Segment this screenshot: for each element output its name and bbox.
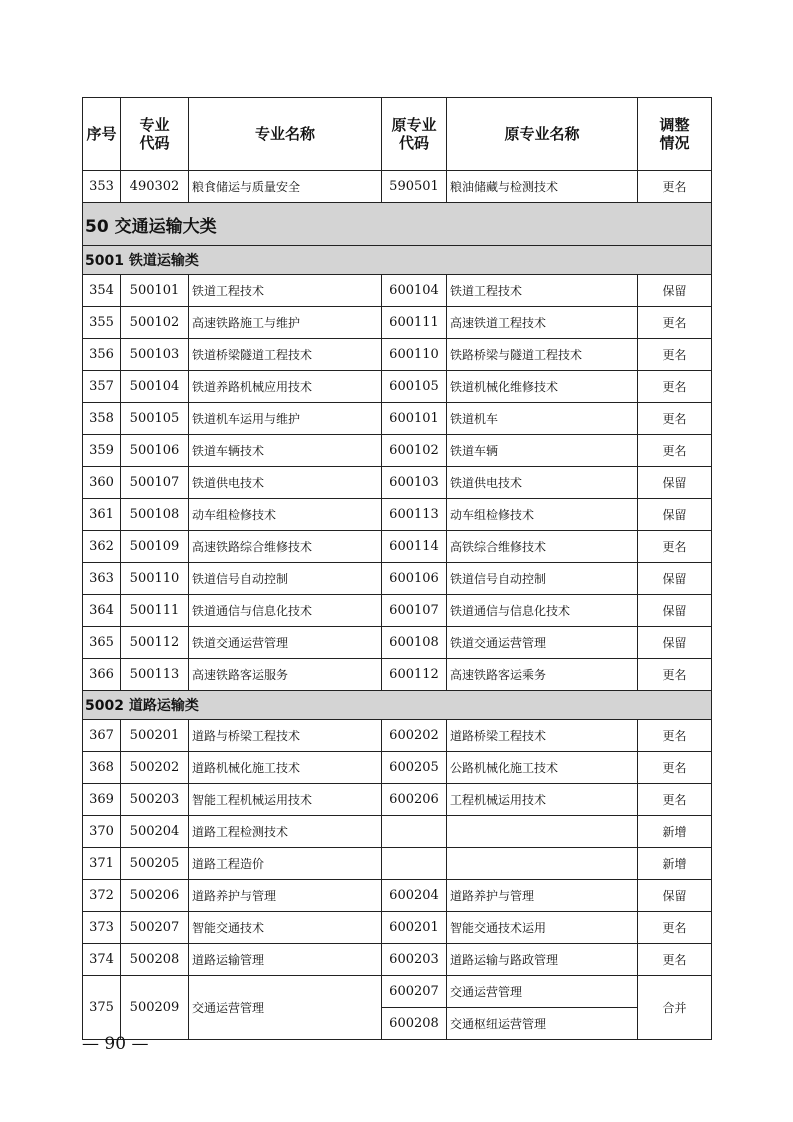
table-row <box>83 659 712 691</box>
table-row <box>83 595 712 627</box>
cell-name: 道路工程造价 <box>189 848 382 880</box>
cell-status: 更名 <box>638 912 712 944</box>
cell-orig-code: 600107 <box>382 595 447 627</box>
table-row <box>83 752 712 784</box>
cell-status: 保留 <box>638 467 712 499</box>
cell-orig-name: 铁道车辆 <box>447 435 638 467</box>
table-row <box>83 784 712 816</box>
cell-orig-name: 铁道供电技术 <box>447 467 638 499</box>
cell-name: 铁道交通运营管理 <box>189 627 382 659</box>
cell-name: 动车组检修技术 <box>189 499 382 531</box>
cell-orig-name: 道路桥梁工程技术 <box>447 720 638 752</box>
cell-orig-name: 粮油储藏与检测技术 <box>447 171 638 203</box>
cell-orig-name: 公路机械化施工技术 <box>447 752 638 784</box>
cell-seq: 353 <box>83 171 121 203</box>
cell-name: 铁道机车运用与维护 <box>189 403 382 435</box>
cell-code: 500107 <box>121 467 189 499</box>
cell-name: 铁道通信与信息化技术 <box>189 595 382 627</box>
cell-name: 道路与桥梁工程技术 <box>189 720 382 752</box>
cell-orig-name: 铁道机车 <box>447 403 638 435</box>
subcategory-row <box>83 246 712 275</box>
cell-orig-name <box>447 816 638 848</box>
table-row <box>83 627 712 659</box>
cell-code: 500204 <box>121 816 189 848</box>
header-code-line1: 专业 <box>139 116 170 134</box>
cell-seq: 356 <box>83 339 121 371</box>
cell-orig-code <box>382 816 447 848</box>
cell-name: 铁道供电技术 <box>189 467 382 499</box>
table-body <box>83 171 712 1040</box>
cell-orig-code: 600203 <box>382 944 447 976</box>
cell-seq: 368 <box>83 752 121 784</box>
cell-seq: 370 <box>83 816 121 848</box>
cell-status: 保留 <box>638 563 712 595</box>
table-row <box>83 467 712 499</box>
cell-code: 500206 <box>121 880 189 912</box>
cell-status: 更名 <box>638 339 712 371</box>
cell-orig-name: 铁道信号自动控制 <box>447 563 638 595</box>
header-orig-name: 原专业名称 <box>447 98 638 171</box>
cell-orig-code: 600201 <box>382 912 447 944</box>
cell-code: 500109 <box>121 531 189 563</box>
header-status <box>638 98 712 171</box>
cell-code: 500106 <box>121 435 189 467</box>
cell-orig-name: 道路运输与路政管理 <box>447 944 638 976</box>
header-name: 专业名称 <box>189 98 382 171</box>
cell-orig-code: 600113 <box>382 499 447 531</box>
table-row <box>83 912 712 944</box>
table-row <box>83 275 712 307</box>
cell-orig-code: 600103 <box>382 467 447 499</box>
table-row <box>83 848 712 880</box>
cell-seq: 360 <box>83 467 121 499</box>
cell-orig-code: 600105 <box>382 371 447 403</box>
cell-code: 500203 <box>121 784 189 816</box>
category-label: 50 交通运输大类 <box>83 203 712 246</box>
cell-code: 500205 <box>121 848 189 880</box>
cell-orig-code: 600112 <box>382 659 447 691</box>
cell-orig-name: 高速铁路客运乘务 <box>447 659 638 691</box>
cell-status: 保留 <box>638 880 712 912</box>
table-row <box>83 944 712 976</box>
cell-name: 交通运营管理 <box>189 976 382 1040</box>
cell-orig-code: 600202 <box>382 720 447 752</box>
cell-seq: 374 <box>83 944 121 976</box>
cell-code: 500103 <box>121 339 189 371</box>
cell-code: 500208 <box>121 944 189 976</box>
cell-orig-code: 600108 <box>382 627 447 659</box>
cell-name: 铁道车辆技术 <box>189 435 382 467</box>
cell-seq: 364 <box>83 595 121 627</box>
cell-code: 500202 <box>121 752 189 784</box>
cell-name: 高速铁路综合维修技术 <box>189 531 382 563</box>
cell-code: 500207 <box>121 912 189 944</box>
cell-name: 道路机械化施工技术 <box>189 752 382 784</box>
cell-seq: 372 <box>83 880 121 912</box>
table-row <box>83 403 712 435</box>
major-adjustment-table <box>82 97 712 1040</box>
cell-orig-code: 600205 <box>382 752 447 784</box>
table-row <box>83 307 712 339</box>
table-row <box>83 976 712 1008</box>
subcategory-label: 5001 铁道运输类 <box>83 246 712 275</box>
cell-orig-name: 交通运营管理 <box>447 976 638 1008</box>
subcategory-label: 5002 道路运输类 <box>83 691 712 720</box>
cell-orig-name: 动车组检修技术 <box>447 499 638 531</box>
cell-name: 道路工程检测技术 <box>189 816 382 848</box>
header-orig-code <box>382 98 447 171</box>
cell-status: 新增 <box>638 848 712 880</box>
page-number: — 90 — <box>82 1034 149 1054</box>
cell-orig-code: 600207 <box>382 976 447 1008</box>
cell-status: 更名 <box>638 752 712 784</box>
cell-orig-name: 铁道工程技术 <box>447 275 638 307</box>
header-code-line2: 代码 <box>139 134 170 152</box>
cell-status: 保留 <box>638 275 712 307</box>
cell-seq: 373 <box>83 912 121 944</box>
cell-name: 铁道养路机械应用技术 <box>189 371 382 403</box>
category-row <box>83 203 712 246</box>
header-orig-code-line2: 代码 <box>398 134 429 152</box>
cell-name: 铁道工程技术 <box>189 275 382 307</box>
cell-status: 更名 <box>638 307 712 339</box>
cell-orig-name: 道路养护与管理 <box>447 880 638 912</box>
cell-name: 高速铁路客运服务 <box>189 659 382 691</box>
table-row <box>83 816 712 848</box>
cell-seq: 358 <box>83 403 121 435</box>
cell-code: 500111 <box>121 595 189 627</box>
cell-orig-name: 铁道交通运营管理 <box>447 627 638 659</box>
cell-orig-code: 600101 <box>382 403 447 435</box>
cell-orig-code: 600206 <box>382 784 447 816</box>
cell-orig-code: 600104 <box>382 275 447 307</box>
cell-code: 500105 <box>121 403 189 435</box>
table-row <box>83 880 712 912</box>
table-row <box>83 435 712 467</box>
cell-status: 更名 <box>638 784 712 816</box>
cell-orig-name: 工程机械运用技术 <box>447 784 638 816</box>
cell-seq: 357 <box>83 371 121 403</box>
cell-status: 新增 <box>638 816 712 848</box>
header-status-line1: 调整 <box>659 116 690 134</box>
cell-seq: 365 <box>83 627 121 659</box>
cell-orig-name: 高速铁道工程技术 <box>447 307 638 339</box>
header-seq: 序号 <box>83 98 121 171</box>
header-orig-code-line1: 原专业 <box>391 116 437 134</box>
cell-name: 铁道桥梁隧道工程技术 <box>189 339 382 371</box>
cell-code: 500101 <box>121 275 189 307</box>
cell-status: 更名 <box>638 720 712 752</box>
cell-code: 500102 <box>121 307 189 339</box>
cell-seq: 359 <box>83 435 121 467</box>
header-status-line2: 情况 <box>659 134 690 152</box>
table-row <box>83 531 712 563</box>
cell-orig-name: 铁路桥梁与隧道工程技术 <box>447 339 638 371</box>
cell-orig-code: 590501 <box>382 171 447 203</box>
cell-name: 智能工程机械运用技术 <box>189 784 382 816</box>
cell-orig-name: 智能交通技术运用 <box>447 912 638 944</box>
cell-code: 500201 <box>121 720 189 752</box>
table-row <box>83 171 712 203</box>
table-row <box>83 339 712 371</box>
cell-orig-name: 铁道机械化维修技术 <box>447 371 638 403</box>
cell-status: 更名 <box>638 371 712 403</box>
cell-status: 保留 <box>638 499 712 531</box>
cell-code: 500209 <box>121 976 189 1040</box>
cell-code: 500110 <box>121 563 189 595</box>
header-code <box>121 98 189 171</box>
table-header-row <box>83 98 712 171</box>
table-row <box>83 499 712 531</box>
cell-seq: 363 <box>83 563 121 595</box>
cell-name: 道路运输管理 <box>189 944 382 976</box>
cell-name: 智能交通技术 <box>189 912 382 944</box>
cell-status: 更名 <box>638 403 712 435</box>
cell-orig-name: 高铁综合维修技术 <box>447 531 638 563</box>
cell-seq: 354 <box>83 275 121 307</box>
cell-status: 更名 <box>638 435 712 467</box>
cell-seq: 355 <box>83 307 121 339</box>
cell-status: 保留 <box>638 627 712 659</box>
cell-status: 更名 <box>638 531 712 563</box>
cell-orig-code: 600110 <box>382 339 447 371</box>
cell-seq: 371 <box>83 848 121 880</box>
cell-status: 保留 <box>638 595 712 627</box>
cell-status: 更名 <box>638 171 712 203</box>
cell-seq: 369 <box>83 784 121 816</box>
cell-code: 500113 <box>121 659 189 691</box>
cell-code: 500108 <box>121 499 189 531</box>
cell-orig-code: 600208 <box>382 1008 447 1040</box>
cell-code: 500112 <box>121 627 189 659</box>
cell-orig-name <box>447 848 638 880</box>
cell-seq: 361 <box>83 499 121 531</box>
cell-orig-code: 600114 <box>382 531 447 563</box>
cell-orig-code <box>382 848 447 880</box>
subcategory-row <box>83 691 712 720</box>
cell-status: 合并 <box>638 976 712 1040</box>
cell-code: 490302 <box>121 171 189 203</box>
cell-name: 铁道信号自动控制 <box>189 563 382 595</box>
cell-name: 高速铁路施工与维护 <box>189 307 382 339</box>
cell-orig-code: 600102 <box>382 435 447 467</box>
cell-seq: 366 <box>83 659 121 691</box>
cell-orig-code: 600204 <box>382 880 447 912</box>
cell-orig-code: 600111 <box>382 307 447 339</box>
cell-orig-name: 交通枢纽运营管理 <box>447 1008 638 1040</box>
cell-name: 粮食储运与质量安全 <box>189 171 382 203</box>
table-row <box>83 563 712 595</box>
table-row <box>83 371 712 403</box>
cell-name: 道路养护与管理 <box>189 880 382 912</box>
cell-code: 500104 <box>121 371 189 403</box>
cell-orig-code: 600106 <box>382 563 447 595</box>
cell-seq: 367 <box>83 720 121 752</box>
table-row <box>83 720 712 752</box>
cell-seq: 375 <box>83 976 121 1040</box>
cell-seq: 362 <box>83 531 121 563</box>
cell-status: 更名 <box>638 944 712 976</box>
cell-status: 更名 <box>638 659 712 691</box>
cell-orig-name: 铁道通信与信息化技术 <box>447 595 638 627</box>
